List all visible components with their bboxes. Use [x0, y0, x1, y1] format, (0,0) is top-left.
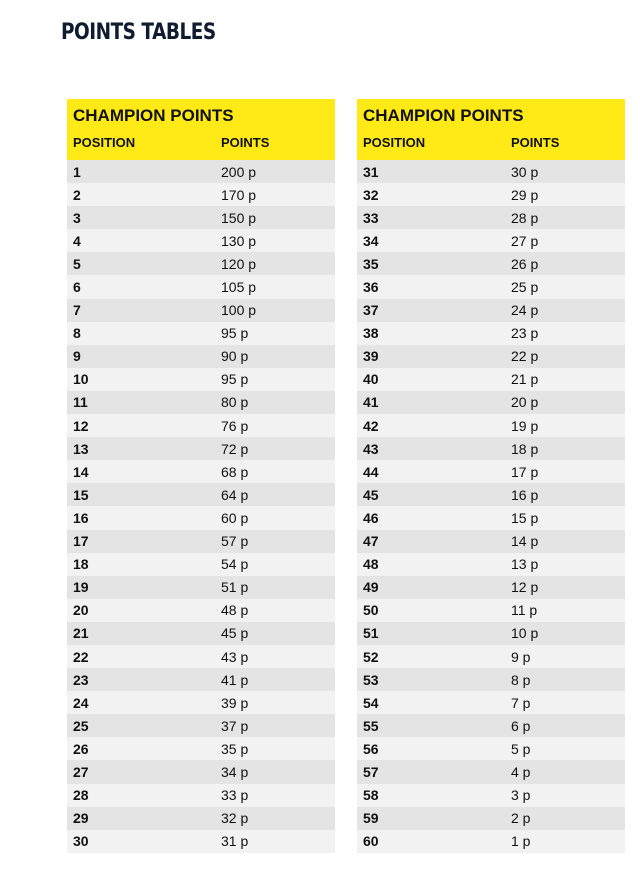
position-cell: 4 — [73, 232, 81, 249]
points-cell: 100 p — [221, 302, 257, 319]
table-header — [67, 99, 335, 160]
position-cell: 45 — [363, 486, 379, 503]
points-cell: 27 p — [511, 232, 539, 249]
points-cell: 33 p — [221, 787, 249, 804]
table-row — [357, 391, 625, 414]
table-row — [67, 506, 335, 529]
position-cell: 18 — [73, 556, 89, 573]
points-cell: 21 p — [511, 371, 539, 388]
position-cell: 59 — [363, 810, 379, 827]
points-cell: 35 p — [221, 740, 249, 757]
points-cell: 130 p — [221, 232, 257, 249]
table-row — [357, 345, 625, 368]
table-row — [67, 368, 335, 391]
column-header-points: POINTS — [511, 135, 560, 150]
position-cell: 22 — [73, 648, 89, 665]
points-cell: 68 p — [221, 463, 249, 480]
points-cell: 37 p — [221, 717, 249, 734]
position-cell: 24 — [73, 694, 89, 711]
points-cell: 51 p — [221, 579, 249, 596]
table-row — [67, 830, 335, 853]
column-headers — [73, 136, 335, 150]
table-row — [357, 299, 625, 322]
page-title: POINTS TABLES — [61, 20, 216, 45]
table-header — [357, 99, 625, 160]
points-cell: 54 p — [221, 556, 249, 573]
column-headers — [363, 136, 625, 150]
table-row — [357, 830, 625, 853]
position-cell: 32 — [363, 186, 379, 203]
table-row — [357, 737, 625, 760]
points-cell: 10 p — [511, 625, 539, 642]
points-cell: 30 p — [511, 163, 539, 180]
points-cell: 6 p — [511, 717, 531, 734]
points-cell: 26 p — [511, 255, 539, 272]
table-title: CHAMPION POINTS — [363, 106, 524, 125]
position-cell: 46 — [363, 509, 379, 526]
points-cell: 45 p — [221, 625, 249, 642]
table-row — [357, 553, 625, 576]
table-row — [357, 183, 625, 206]
table-row — [357, 483, 625, 506]
points-cell: 57 p — [221, 533, 249, 550]
table-row — [67, 691, 335, 714]
points-cell: 3 p — [511, 787, 531, 804]
table-row — [67, 784, 335, 807]
points-cell: 2 p — [511, 810, 531, 827]
points-cell: 12 p — [511, 579, 539, 596]
position-cell: 6 — [73, 279, 81, 296]
table-row — [67, 206, 335, 229]
points-cell: 29 p — [511, 186, 539, 203]
table-row — [67, 229, 335, 252]
table-row — [67, 599, 335, 622]
position-cell: 49 — [363, 579, 379, 596]
column-header-position: POSITION — [73, 135, 136, 150]
position-cell: 51 — [363, 625, 379, 642]
position-cell: 17 — [73, 533, 89, 550]
points-cell: 32 p — [221, 810, 249, 827]
table-row — [67, 183, 335, 206]
points-cell: 150 p — [221, 209, 257, 226]
table-row — [357, 229, 625, 252]
table-row — [67, 714, 335, 737]
table-row — [67, 807, 335, 830]
position-cell: 19 — [73, 579, 89, 596]
table-row — [67, 252, 335, 275]
table-row — [67, 576, 335, 599]
table-row — [67, 275, 335, 298]
table-row — [357, 160, 625, 183]
points-cell: 24 p — [511, 302, 539, 319]
table-row — [357, 506, 625, 529]
position-cell: 9 — [73, 348, 81, 365]
table-row — [357, 622, 625, 645]
position-cell: 34 — [363, 232, 379, 249]
points-cell: 4 p — [511, 763, 531, 780]
table-row — [67, 483, 335, 506]
points-cell: 60 p — [221, 509, 249, 526]
table-row — [67, 414, 335, 437]
points-cell: 95 p — [221, 325, 249, 342]
points-cell: 11 p — [511, 602, 538, 619]
points-cell: 39 p — [221, 694, 249, 711]
position-cell: 20 — [73, 602, 89, 619]
position-cell: 25 — [73, 717, 89, 734]
table-row — [357, 437, 625, 460]
points-cell: 23 p — [511, 325, 539, 342]
points-cell: 200 p — [221, 163, 257, 180]
table-row — [357, 530, 625, 553]
table-row — [357, 414, 625, 437]
position-cell: 43 — [363, 440, 379, 457]
points-cell: 8 p — [511, 671, 531, 688]
table-row — [67, 391, 335, 414]
position-cell: 1 — [73, 163, 81, 180]
table-row — [357, 645, 625, 668]
table-row — [357, 322, 625, 345]
points-cell: 170 p — [221, 186, 257, 203]
position-cell: 36 — [363, 279, 379, 296]
position-cell: 53 — [363, 671, 379, 688]
position-cell: 28 — [73, 787, 89, 804]
points-cell: 22 p — [511, 348, 539, 365]
column-header-points: POINTS — [221, 135, 270, 150]
points-cell: 28 p — [511, 209, 539, 226]
position-cell: 55 — [363, 717, 379, 734]
position-cell: 42 — [363, 417, 379, 434]
points-cell: 80 p — [221, 394, 249, 411]
table-row — [67, 460, 335, 483]
position-cell: 10 — [73, 371, 89, 388]
points-cell: 105 p — [221, 279, 257, 296]
table-row — [67, 437, 335, 460]
position-cell: 23 — [73, 671, 89, 688]
points-cell: 48 p — [221, 602, 249, 619]
points-cell: 16 p — [511, 486, 539, 503]
table-row — [67, 530, 335, 553]
points-cell: 5 p — [511, 740, 531, 757]
column-header-position: POSITION — [363, 135, 426, 150]
points-cell: 64 p — [221, 486, 249, 503]
table-row — [67, 299, 335, 322]
position-cell: 37 — [363, 302, 379, 319]
position-cell: 7 — [73, 302, 81, 319]
points-cell: 72 p — [221, 440, 249, 457]
table-row — [357, 460, 625, 483]
points-cell: 76 p — [221, 417, 249, 434]
table-row — [357, 252, 625, 275]
position-cell: 52 — [363, 648, 379, 665]
position-cell: 57 — [363, 763, 379, 780]
position-cell: 31 — [363, 163, 379, 180]
position-cell: 48 — [363, 556, 379, 573]
table-row — [67, 622, 335, 645]
position-cell: 29 — [73, 810, 89, 827]
table-row — [67, 345, 335, 368]
points-cell: 1 p — [511, 833, 531, 850]
table-row — [67, 553, 335, 576]
points-cell: 31 p — [221, 833, 249, 850]
position-cell: 12 — [73, 417, 89, 434]
table-row — [357, 784, 625, 807]
position-cell: 41 — [363, 394, 379, 411]
table-row — [67, 322, 335, 345]
position-cell: 21 — [73, 625, 89, 642]
table-row — [357, 206, 625, 229]
points-cell: 41 p — [221, 671, 249, 688]
points-cell: 14 p — [511, 533, 539, 550]
position-cell: 58 — [363, 787, 379, 804]
position-cell: 44 — [363, 463, 379, 480]
points-cell: 18 p — [511, 440, 539, 457]
position-cell: 5 — [73, 255, 81, 272]
table-body — [67, 160, 335, 853]
points-cell: 120 p — [221, 255, 257, 272]
table-row — [357, 668, 625, 691]
table-row — [67, 760, 335, 783]
table-row — [357, 368, 625, 391]
points-cell: 25 p — [511, 279, 539, 296]
position-cell: 38 — [363, 325, 379, 342]
position-cell: 54 — [363, 694, 379, 711]
position-cell: 33 — [363, 209, 379, 226]
position-cell: 39 — [363, 348, 379, 365]
points-table-right — [357, 99, 625, 853]
position-cell: 13 — [73, 440, 89, 457]
position-cell: 40 — [363, 371, 379, 388]
points-cell: 7 p — [511, 694, 531, 711]
table-row — [67, 645, 335, 668]
points-cell: 13 p — [511, 556, 539, 573]
table-row — [357, 275, 625, 298]
position-cell: 56 — [363, 740, 379, 757]
points-cell: 15 p — [511, 509, 539, 526]
points-cell: 43 p — [221, 648, 249, 665]
position-cell: 60 — [363, 833, 379, 850]
table-row — [67, 737, 335, 760]
position-cell: 27 — [73, 763, 89, 780]
points-cell: 19 p — [511, 417, 539, 434]
position-cell: 26 — [73, 740, 89, 757]
position-cell: 3 — [73, 209, 81, 226]
points-cell: 9 p — [511, 648, 531, 665]
points-table-left — [67, 99, 335, 853]
table-row — [357, 691, 625, 714]
points-cell: 20 p — [511, 394, 539, 411]
table-row — [67, 668, 335, 691]
points-cell: 90 p — [221, 348, 249, 365]
position-cell: 2 — [73, 186, 81, 203]
table-row — [357, 599, 625, 622]
position-cell: 15 — [73, 486, 89, 503]
table-body — [357, 160, 625, 853]
position-cell: 16 — [73, 509, 89, 526]
table-row — [357, 807, 625, 830]
position-cell: 35 — [363, 255, 379, 272]
position-cell: 11 — [73, 394, 88, 411]
table-title: CHAMPION POINTS — [73, 106, 234, 125]
points-cell: 34 p — [221, 763, 249, 780]
table-row — [357, 576, 625, 599]
position-cell: 14 — [73, 463, 89, 480]
table-row — [357, 714, 625, 737]
position-cell: 47 — [363, 533, 379, 550]
points-cell: 95 p — [221, 371, 249, 388]
table-row — [357, 760, 625, 783]
table-row — [67, 160, 335, 183]
position-cell: 30 — [73, 833, 89, 850]
position-cell: 8 — [73, 325, 81, 342]
points-cell: 17 p — [511, 463, 539, 480]
position-cell: 50 — [363, 602, 379, 619]
